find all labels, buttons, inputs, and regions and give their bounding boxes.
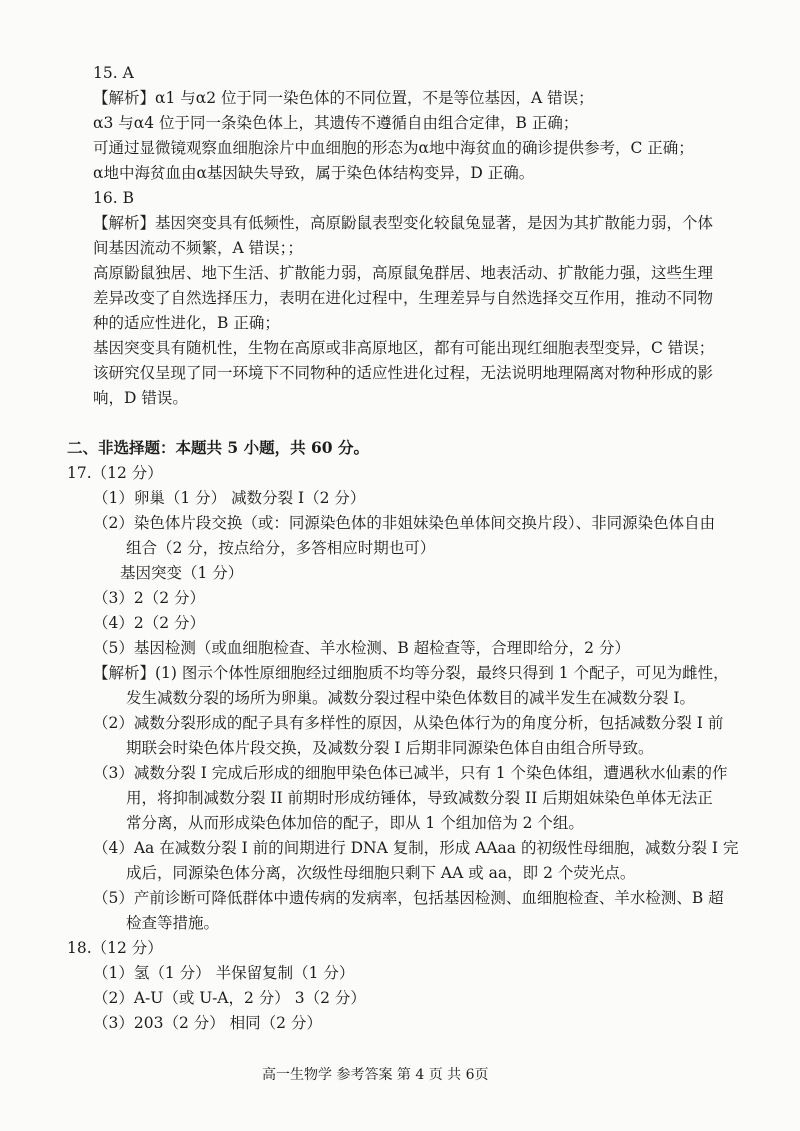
q17-analysis-line: 常分离，从而形成染色体加倍的配子，即从 1 个组加倍为 2 个组。 — [126, 814, 584, 832]
q17-header: 17.（12 分） — [67, 464, 163, 482]
q17-answer-line: （4）2（2 分） — [93, 614, 206, 632]
q17-analysis-line: 【解析】(1) 图示个体性原细胞经过细胞质不均等分裂，最终只得到 1 个配子，可见为雌性， — [93, 664, 729, 682]
q17-answer-line: （1）卵巢（1 分） 减数分裂 I（2 分） — [93, 489, 366, 507]
q15-analysis-line: α地中海贫血由α基因缺失导致，属于染色体结构变异，D 正确。 — [93, 164, 535, 182]
q17-analysis-line: 成后，同源染色体分离，次级性母细胞只剩下 AA 或 aa，即 2 个荧光点。 — [126, 864, 636, 882]
q16-analysis-line: 该研究仅呈现了同一环境下不同物种的适应性进化过程，无法说明地理隔离对物种形成的影 — [93, 364, 714, 382]
q16-answer: 16. B — [93, 189, 134, 207]
q17-answer-line: （3）2（2 分） — [93, 589, 206, 607]
q18-answer-line: （2）A-U（或 U-A，2 分） 3（2 分） — [93, 989, 366, 1007]
page-footer: 高一生物学 参考答案 第 4 页 共 6页 — [262, 1067, 489, 1083]
q18-header: 18.（12 分） — [67, 939, 163, 957]
q17-analysis-line: （2）减数分裂形成的配子具有多样性的原因，从染色体行为的角度分析，包括减数分裂 I 前 — [93, 714, 724, 732]
q17-analysis-line: 用，将抑制减数分裂 II 前期时形成纺锤体，导致减数分裂 II 后期姐妹染色单体无法正 — [126, 789, 713, 807]
q17-analysis-line: 期联会时染色体片段交换，及减数分裂 I 后期非同源染色体自由组合所导致。 — [126, 739, 654, 757]
q17-analysis-line: （5）产前诊断可降低群体中遗传病的发病率，包括基因检测、血细胞检查、羊水检测、B 超 — [93, 889, 724, 907]
q17-answer-line: （2）染色体片段交换（或：同源染色体的非姐妹染色单体间交换片段）、非同源染色体自由 — [93, 514, 716, 532]
q15-analysis-line: 可通过显微镜观察血细胞涂片中血细胞的形态为α地中海贫血的确诊提供参考，C 正确； — [93, 139, 694, 157]
q16-analysis-line: 差异改变了自然选择压力，表明在进化过程中，生理差异与自然选择交互作用，推动不同物 — [93, 289, 714, 307]
q17-analysis-line: 检查等措施。 — [126, 914, 220, 932]
q18-answer-line: （3）203（2 分） 相同（2 分） — [93, 1014, 322, 1032]
q16-analysis-line: 种的适应性进化，B 正确； — [93, 314, 280, 332]
q15-answer: 15. A — [93, 64, 134, 82]
q17-analysis-line: （4）Aa 在减数分裂 I 前的间期进行 DNA 复制，形成 AAaa 的初级性母细胞，减数分裂 I 完 — [93, 839, 739, 857]
q17-answer-line: 组合（2 分，按点给分，多答相应时期也可） — [126, 539, 436, 557]
section-heading: 二、非选择题：本题共 5 小题，共 60 分。 — [67, 438, 369, 457]
q16-analysis-line: 响，D 错误。 — [93, 389, 188, 407]
q17-analysis-line: 发生减数分裂的场所为卵巢。减数分裂过程中染色体数目的减半发生在减数分裂 I。 — [126, 689, 696, 707]
q17-answer-line: （5）基因检测（或血细胞检查、羊水检测、B 超检查等，合理即给分，2 分） — [93, 639, 630, 657]
q16-analysis-line: 基因突变具有随机性，生物在高原或非高原地区，都有可能出现红细胞表型变异，C 错误； — [93, 339, 715, 357]
q16-analysis-line: 高原鼢鼠独居、地下生活、扩散能力弱，高原鼠兔群居、地表活动、扩散能力强，这些生理 — [93, 264, 714, 282]
q18-answer-line: （1）氢（1 分） 半保留复制（1 分） — [93, 964, 355, 982]
q15-analysis-line: α3 与α4 位于同一条染色体上，其遗传不遵循自由组合定律，B 正确； — [93, 114, 579, 132]
q16-analysis-line: 间基因流动不频繁，A 错误；； — [93, 239, 303, 257]
q17-analysis-line: （3）减数分裂 I 完成后形成的细胞甲染色体已减半，只有 1 个染色体组，遭遇秋水仙素的作 — [93, 764, 728, 782]
q15-analysis-line: 【解析】α1 与α2 位于同一染色体的不同位置，不是等位基因，A 错误； — [93, 89, 594, 107]
q16-analysis-line: 【解析】基因突变具有低频性，高原鼢鼠表型变化较鼠兔显著，是因为其扩散能力弱，个体 — [93, 214, 714, 232]
q17-answer-line: 基因突变（1 分） — [120, 564, 244, 582]
